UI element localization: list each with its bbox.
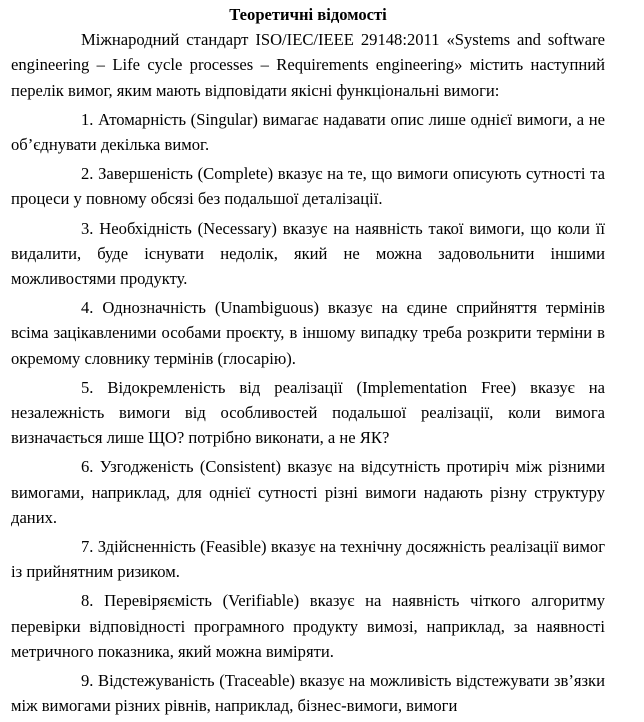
requirement-item-6: 6. Узгодженість (Consistent) вказує на відсутність протиріч між різними вимогами, наприклад, для однієї сутності різні вимоги надають різну структуру даних.	[11, 457, 605, 527]
requirement-item-4: 4. Однозначність (Unambiguous) вказує на єдине сприйняття термінів всіма зацікавленими особами проєкту, в іншому випадку треба розкрити терміни в окремому словнику термінів (глосарію).	[11, 298, 605, 368]
section-title: Теоретичні відомості	[229, 5, 387, 24]
document-page	[11, 0, 605, 718]
requirement-item-9: 9. Відстежуваність (Traceable) вказує на можливість відстежувати зв’язки між вимогами різних рівнів, наприклад, бізнес-вимоги, вимоги	[11, 671, 605, 716]
requirement-item-5: 5. Відокремленість від реалізації (Implementation Free) вказує на незалежність вимоги від особливостей подальшої реалізації, коли вимога визначається лише ЩО? потрібно виконати, а не ЯК?	[11, 377, 605, 448]
requirement-item-3: 3. Необхідність (Necessary) вказує на наявність такої вимоги, що коли її видалити, буде існувати недолік, який не можна задовольнити іншими можливостями продукту.	[11, 218, 605, 289]
requirement-item-1: 1. Атомарність (Singular) вимагає надавати опис лише однієї вимоги, а не об’єднувати декілька вимог.	[11, 109, 605, 155]
requirement-item-7: 7. Здійсненність (Feasible) вказує на технічну досяжність реалізації вимог із прийнятним ризиком.	[11, 537, 605, 582]
requirement-item-8: 8. Перевіряємість (Verifiable) вказує на наявність чіткого алгоритму перевірки відповідності програмного продукту вимозі, наприклад, за наявності метричного показника, який можна виміряти.	[11, 591, 605, 661]
intro-paragraph: Міжнародний стандарт ISO/IEC/IEEE 29148:2011 «Systems and software engineering – Life cycle processes – Requirements engineering» містить наступний перелік вимог, яким мають відповідати якісні функціональні вимоги:	[11, 30, 605, 100]
requirement-item-2: 2. Завершеність (Complete) вказує на те, що вимоги описують сутності та процеси у повному обсязі без подальшої деталізації.	[11, 164, 605, 209]
